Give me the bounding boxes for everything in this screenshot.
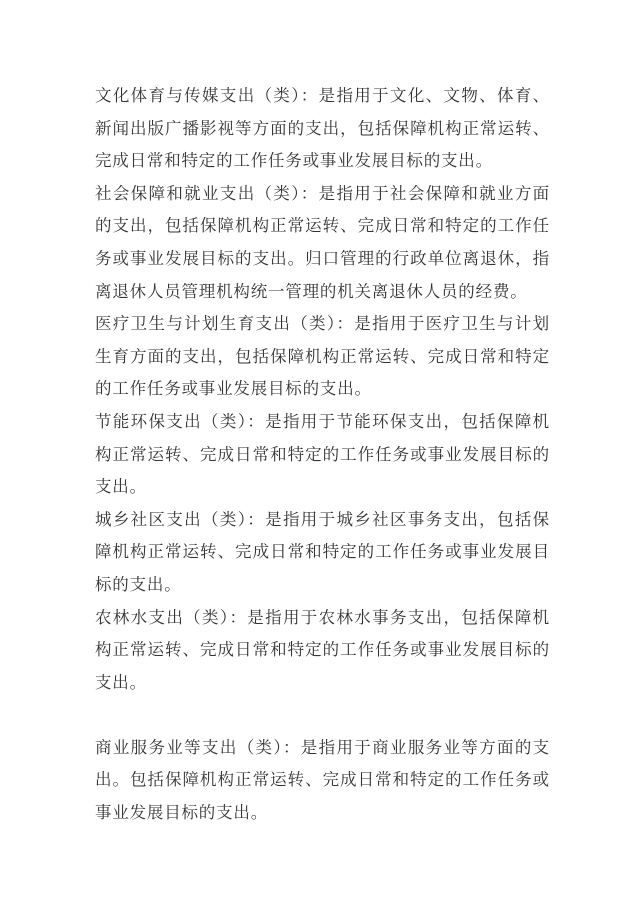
paragraph-commercial-service: 商业服务业等支出（类）：是指用于商业服务业等方面的支出。包括保障机构正常运转、完成日常和特定的工作任务或事业发展目标的支出。 [95, 737, 550, 823]
paragraph-medical-health-family-planning: 医疗卫生与计划生育支出（类）：是指用于医疗卫生与计划生育方面的支出，包括保障机构正常运转、完成日常和特定的工作任务或事业发展目标的支出。 [95, 314, 550, 399]
paragraph-energy-conservation-environment: 节能环保支出（类）：是指用于节能环保支出，包括保障机构正常运转、完成日常和特定的工作任务或事业发展目标的支出。 [95, 411, 550, 497]
document-body [95, 80, 550, 830]
paragraph-agriculture-forestry-water: 农林水支出（类）：是指用于农林水事务支出，包括保障机构正常运转、完成日常和特定的工作任务或事业发展目标的支出。 [95, 607, 550, 692]
paragraph-culture-sports-media: 文化体育与传媒支出（类）：是指用于文化、文物、体育、新闻出版广播影视等方面的支出，包括保障机构正常运转、完成日常和特定的工作任务或事业发展目标的支出。 [95, 86, 550, 171]
paragraph-urban-rural-community: 城乡社区支出（类）：是指用于城乡社区事务支出，包括保障机构正常运转、完成日常和特定的工作任务或事业发展目标的支出。 [95, 509, 550, 594]
paragraph-social-security-employment: 社会保障和就业支出（类）：是指用于社会保障和就业方面的支出，包括保障机构正常运转、完成日常和特定的工作任务或事业发展目标的支出。归口管理的行政单位离退休，指离退休人员管理机构统一管理的机关离退休人员的经费。 [95, 183, 550, 301]
